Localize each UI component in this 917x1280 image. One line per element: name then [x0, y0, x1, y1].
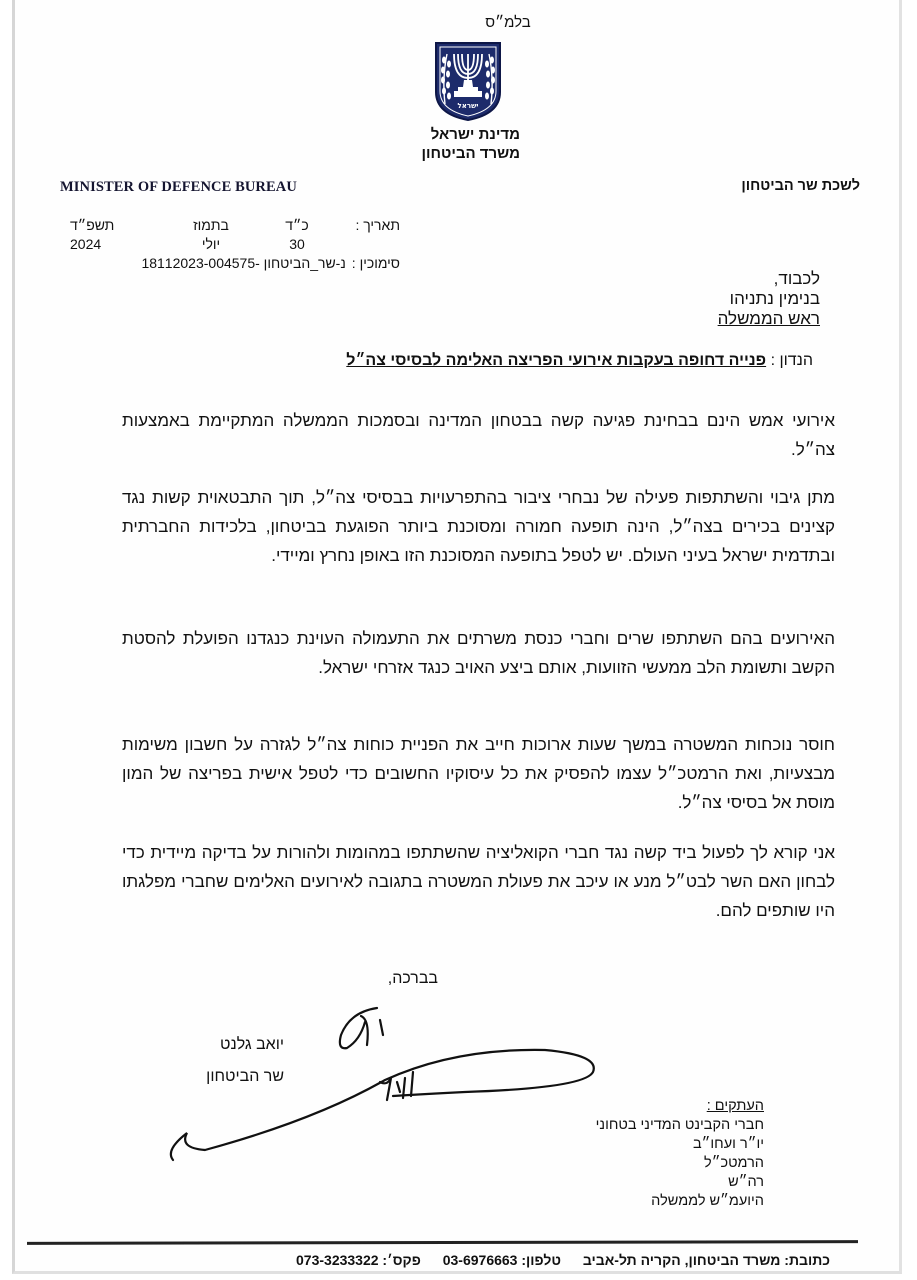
- bureau-name-hebrew: לשכת שר הביטחון: [741, 178, 860, 194]
- cc-recipient: היועמ״ש לממשלה: [651, 1193, 764, 1209]
- footer-phone: טלפון: 03-6976663: [442, 1252, 561, 1268]
- signer-title: שר הביטחון: [206, 1068, 284, 1085]
- reference-label: סימוכין :: [351, 255, 400, 271]
- gregorian-year: 2024: [70, 236, 102, 252]
- cc-recipient: הרמטכ״ל: [704, 1155, 764, 1171]
- svg-text:ישראל: ישראל: [457, 102, 479, 110]
- body-paragraph-4: חוסר נוכחות המשטרה במשך שעות ארוכות חייב את הפניית כוחות צה״ל לגזרה על חשבון משימות מבצעיות, ואת הרמטכ״ל עצמו להפסיק את כל עיסוקיו החשובים כדי לטפל אישית בפריצה של המון מוסת אל בסיסי צה״ל.: [122, 735, 835, 812]
- footer-fax: פקס׳: 073-3233322: [296, 1252, 421, 1268]
- cc-label: העתקים :: [706, 1098, 764, 1114]
- subject-line: [346, 352, 813, 370]
- body-paragraph-2: מתן גיבוי והשתתפות פעילה של נבחרי ציבור בהתפרעויות בבסיסי צה״ל, תוך התבטאוית קשות נגד קצינים בכירים בצה״ל, הינה תופעה חמורה ומסוכנת ביותר הפוגעת בביטחון, בלכידות החברתית ובתדמית ישראל בעיני העולם. יש לטפל בתופעה המסוכנת הזו באופן נחרץ ומיידי.: [122, 488, 835, 565]
- recipient-name: בנימין נתניהו: [729, 289, 820, 308]
- cc-list: [596, 1097, 764, 1211]
- hebrew-date-row: [70, 216, 400, 235]
- signer-name: יואב גלנט: [220, 1036, 284, 1053]
- state-and-ministry-name: [420, 125, 520, 163]
- footer-contact: [40, 1252, 830, 1268]
- closing-greeting: בברכה,: [387, 970, 438, 987]
- body-paragraph-1: אירועי אמש הינם בבחינת פגיעה קשה בבטחון המדינה ובסמכות הממשלה המתקיימת באמצעות צה״ל.: [122, 411, 835, 459]
- state-name: מדינת ישראל: [430, 126, 520, 143]
- subject-label: הנדון :: [770, 352, 813, 369]
- ministry-name: משרד הביטחון: [421, 145, 520, 162]
- hebrew-day: כ״ד: [285, 217, 309, 233]
- recipient-title: ראש הממשלה: [717, 309, 820, 328]
- gregorian-date-row: [70, 235, 400, 254]
- recipient-block: [718, 269, 820, 329]
- bureau-name-english: MINISTER OF DEFENCE BUREAU: [60, 179, 297, 195]
- salutation: לכבוד,: [773, 269, 820, 288]
- hebrew-month: בתמוז: [193, 217, 229, 233]
- gregorian-day: 30: [289, 236, 305, 252]
- classification-label: בלמ״ס: [485, 14, 531, 31]
- body-paragraph-5: אני קורא לך לפעול ביד קשה נגד חברי הקואליציה שהשתתפו במהומות ולהורות על בדיקה מיידית כדי לבחון האם השר לבט״ל מנע או עיכב את פעולת המשטרה בתגובה לאירועים האלימים שחברי מפלגתו היו שותפים להם.: [122, 843, 835, 920]
- reference-number: נ-שר_הביטחון -18112023-004575: [141, 255, 346, 271]
- reference-row: [70, 254, 400, 273]
- date-reference-block: [70, 216, 400, 273]
- cc-recipient: יו״ר ועחו״ב: [693, 1136, 764, 1152]
- footer-address: כתובת: משרד הביטחון, הקריה תל-אביב: [582, 1252, 830, 1268]
- gregorian-month: יולי: [201, 236, 221, 252]
- hebrew-year: תשפ״ד: [70, 217, 115, 233]
- menorah-emblem-icon: [433, 40, 503, 122]
- subject-text: פנייה דחופה בעקבות אירועי הפריצה האלימה לבסיסי צה״ל: [346, 352, 767, 369]
- body-paragraph-3: האירועים בהם השתתפו שרים וחברי כנסת משרתים את התעמולה העוינת כנגדנו הפועלת להסטת הקשב ותשומת הלב ממעשי הזוועות, אותם ביצע האויב כנגד אזרחי ישראל.: [122, 629, 835, 677]
- date-label: תאריך :: [355, 217, 400, 233]
- cc-recipient: רה״ש: [728, 1174, 764, 1190]
- cc-recipient: חברי הקבינט המדיני בטחוני: [595, 1117, 764, 1133]
